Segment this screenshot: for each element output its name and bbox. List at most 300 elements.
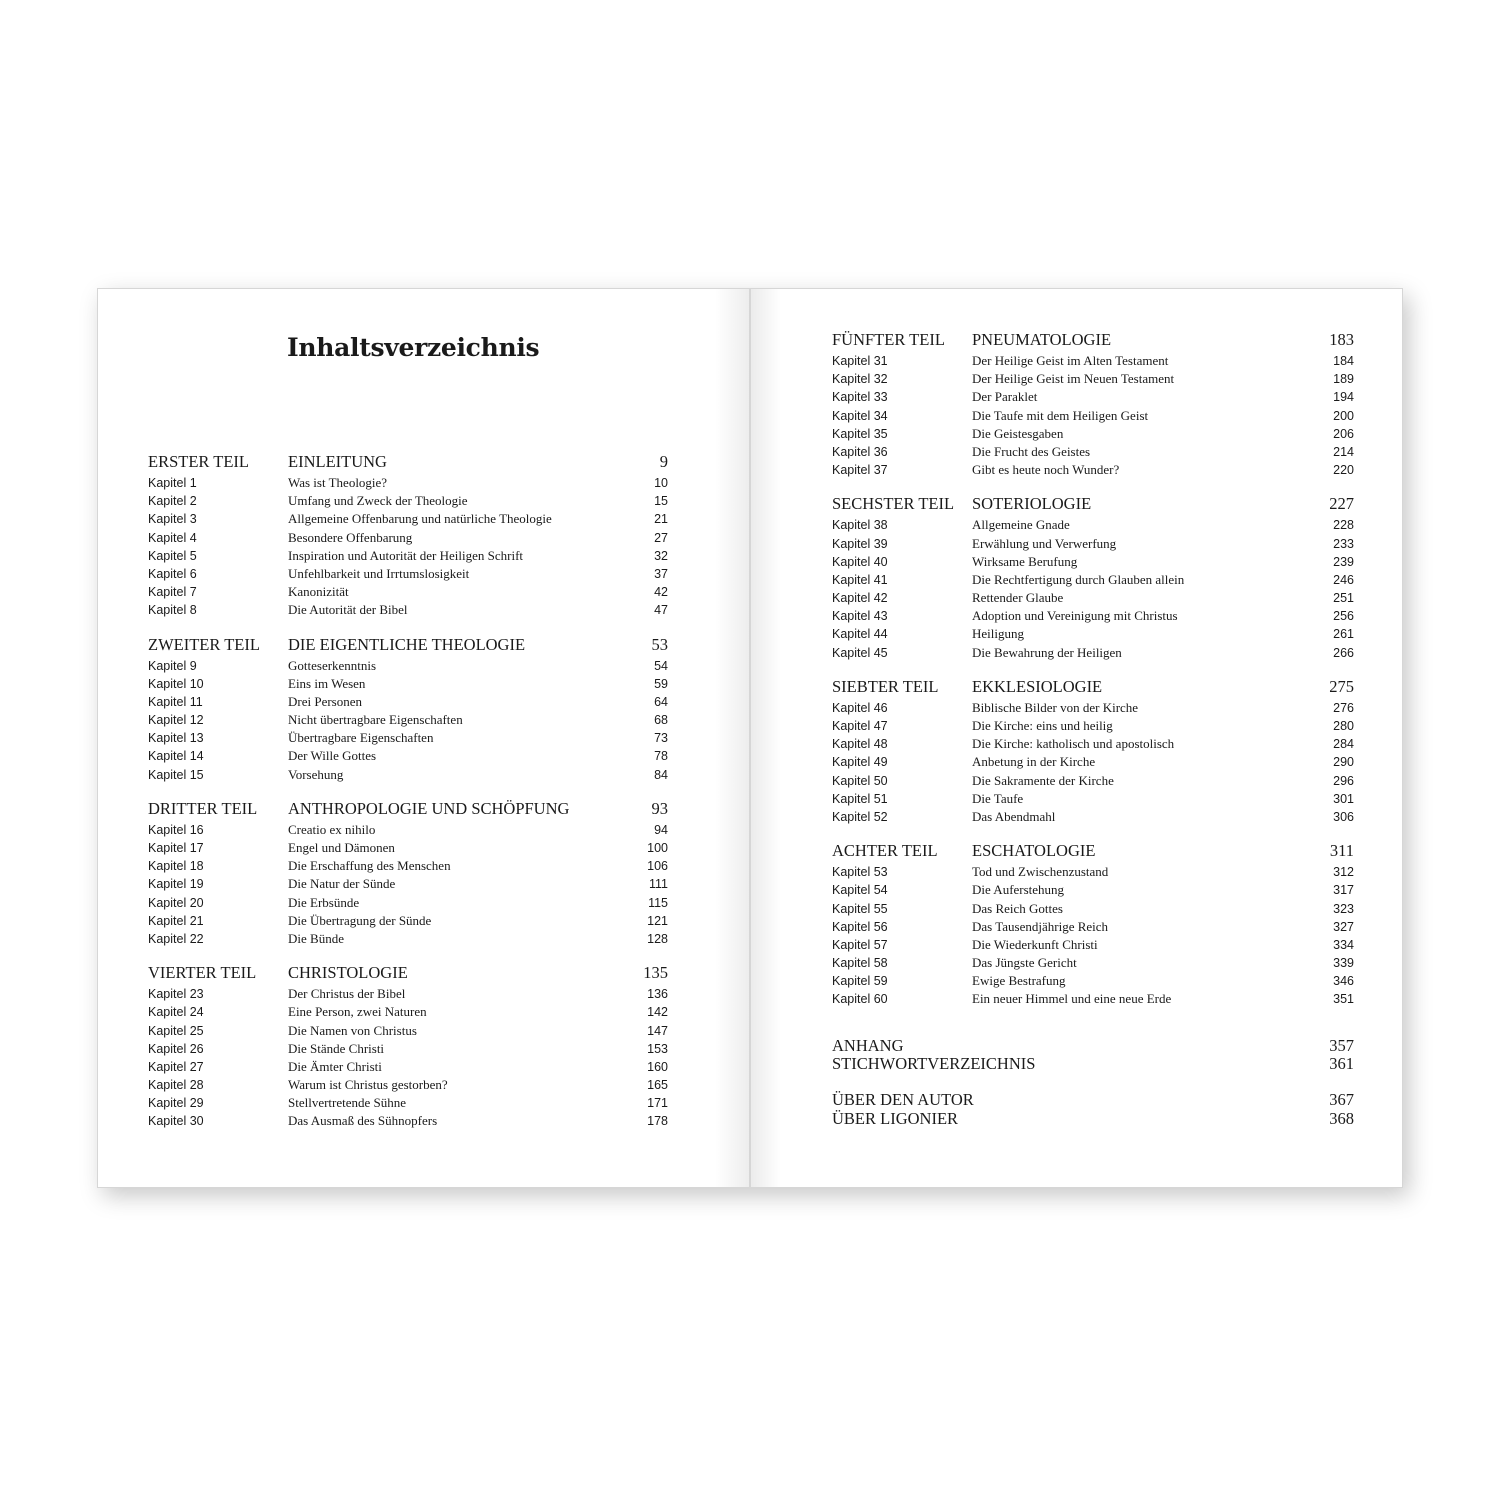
toc-part <box>832 840 1354 1009</box>
chapter-page: 284 <box>1333 737 1354 752</box>
chapter-page: 78 <box>654 749 668 764</box>
chapter-label: Kapitel 19 <box>148 877 204 892</box>
chapter-label: Kapitel 45 <box>832 645 888 660</box>
chapter-row <box>148 693 668 711</box>
chapter-page: 160 <box>647 1059 668 1074</box>
part-number: VIERTER TEIL <box>148 963 257 983</box>
chapter-label: Kapitel 41 <box>832 572 888 587</box>
chapter-title: Der Heilige Geist im Neuen Testament <box>972 371 1175 387</box>
chapter-label: Kapitel 26 <box>148 1041 204 1056</box>
chapter-label: Kapitel 60 <box>832 992 888 1007</box>
toc-part <box>148 962 668 1131</box>
chapter-page: 94 <box>654 822 668 837</box>
part-page: 135 <box>643 963 668 983</box>
toc-part <box>832 493 1354 662</box>
chapter-title: Die Kirche: katholisch und apostolisch <box>972 736 1175 752</box>
chapter-label: Kapitel 15 <box>148 767 204 782</box>
chapter-page: 147 <box>647 1023 668 1038</box>
toc-parts-right <box>832 329 1354 1009</box>
chapter-page: 306 <box>1333 809 1354 824</box>
chapter-title: Die Natur der Sünde <box>288 876 396 892</box>
part-page: 311 <box>1329 841 1354 861</box>
toc-column-right <box>832 329 1354 1128</box>
chapter-label: Kapitel 55 <box>832 901 888 916</box>
chapter-page: 115 <box>648 895 668 910</box>
chapter-label: Kapitel 44 <box>832 627 888 642</box>
chapter-row <box>832 772 1354 790</box>
chapter-title: Unfehlbarkeit und Irrtumslosigkeit <box>288 565 470 581</box>
chapter-label: Kapitel 14 <box>148 749 204 764</box>
chapter-label: Kapitel 6 <box>148 566 197 581</box>
chapter-row <box>148 747 668 765</box>
chapter-row <box>832 607 1354 625</box>
chapter-label: Kapitel 30 <box>148 1114 204 1129</box>
part-page: 93 <box>651 798 668 818</box>
chapter-title: Nicht übertragbare Eigenschaften <box>288 712 463 728</box>
chapter-page: 84 <box>654 767 668 782</box>
chapter-page: 10 <box>654 476 668 490</box>
chapter-label: Kapitel 25 <box>148 1023 204 1038</box>
chapter-row <box>832 936 1354 954</box>
chapter-row <box>832 918 1354 936</box>
chapter-row <box>148 1040 668 1058</box>
back-matter-row <box>832 1110 1354 1128</box>
chapter-row <box>148 930 668 948</box>
chapter-label: Kapitel 10 <box>148 676 204 691</box>
chapter-row <box>148 729 668 747</box>
part-title: ANTHROPOLOGIE UND SCHÖPFUNG <box>288 798 570 818</box>
chapter-label: Kapitel 59 <box>832 974 888 989</box>
back-matter-spacer <box>832 1073 1354 1091</box>
chapter-page: 296 <box>1333 773 1354 788</box>
chapter-label: Kapitel 3 <box>148 512 197 527</box>
part-number: SIEBTER TEIL <box>832 676 939 696</box>
chapter-row <box>832 461 1354 479</box>
part-heading <box>148 634 668 656</box>
chapter-label: Kapitel 54 <box>832 883 888 898</box>
chapter-title: Der Paraklet <box>972 389 1038 405</box>
chapter-page: 32 <box>654 548 668 563</box>
part-heading <box>832 329 1354 351</box>
back-matter-title: ÜBER LIGONIER <box>832 1108 959 1128</box>
chapter-label: Kapitel 52 <box>832 809 888 824</box>
chapter-label: Kapitel 16 <box>148 822 204 837</box>
chapter-label: Kapitel 8 <box>148 603 197 618</box>
chapter-page: 59 <box>654 676 668 691</box>
chapter-page: 246 <box>1333 572 1354 587</box>
left-page <box>97 288 750 1188</box>
chapter-page: 312 <box>1333 865 1354 880</box>
chapter-page: 327 <box>1333 919 1354 934</box>
chapter-title: Der Wille Gottes <box>288 748 377 764</box>
chapter-title: Creatio ex nihilo <box>288 821 376 837</box>
chapter-title: Gotteserkenntnis <box>288 657 377 673</box>
chapter-row <box>148 766 668 784</box>
part-heading <box>148 798 668 820</box>
part-heading <box>832 840 1354 862</box>
chapter-row <box>832 990 1354 1008</box>
chapter-row <box>832 753 1354 771</box>
chapter-page: 200 <box>1333 408 1354 423</box>
chapter-label: Kapitel 24 <box>148 1005 204 1020</box>
chapter-title: Der Heilige Geist im Alten Testament <box>972 353 1169 368</box>
chapter-title: Umfang und Zweck der Theologie <box>288 493 468 509</box>
chapter-row <box>148 839 668 857</box>
part-number: DRITTER TEIL <box>148 798 258 818</box>
chapter-row <box>148 1112 668 1130</box>
chapter-page: 351 <box>1333 992 1354 1007</box>
chapter-row <box>148 547 668 565</box>
part-heading <box>832 493 1354 515</box>
chapter-row <box>148 1003 668 1021</box>
chapter-label: Kapitel 21 <box>148 913 204 928</box>
chapter-title: Das Tausendjährige Reich <box>972 918 1109 934</box>
chapter-label: Kapitel 20 <box>148 895 204 910</box>
chapter-row <box>832 644 1354 662</box>
chapter-title: Inspiration und Autorität der Heiligen Schrift <box>288 547 524 563</box>
back-matter-page: 368 <box>1329 1108 1354 1128</box>
chapter-title: Das Jüngste Gericht <box>972 955 1077 971</box>
part-heading <box>832 676 1354 698</box>
part-title: DIE EIGENTLICHE THEOLOGIE <box>288 634 526 654</box>
chapter-page: 73 <box>654 731 668 746</box>
chapter-label: Kapitel 35 <box>832 426 888 441</box>
back-matter-page: 367 <box>1329 1090 1354 1110</box>
chapter-label: Kapitel 13 <box>148 731 204 746</box>
chapter-page: 228 <box>1333 518 1354 533</box>
chapter-row <box>148 474 668 492</box>
toc-column-left <box>148 451 668 1145</box>
chapter-row <box>148 894 668 912</box>
chapter-page: 239 <box>1333 554 1354 569</box>
chapter-title: Gibt es heute noch Wunder? <box>972 462 1120 478</box>
chapter-label: Kapitel 42 <box>832 591 888 606</box>
chapter-title: Die Namen von Christus <box>288 1022 417 1038</box>
chapter-page: 301 <box>1333 791 1354 806</box>
chapter-page: 27 <box>654 530 668 545</box>
chapter-title: Drei Personen <box>288 693 363 709</box>
chapter-title: Anbetung in der Kirche <box>972 754 1096 770</box>
chapter-title: Die Ämter Christi <box>288 1058 382 1074</box>
chapter-page: 206 <box>1333 426 1354 441</box>
chapter-label: Kapitel 47 <box>832 719 888 733</box>
chapter-title: Das Abendmahl <box>972 808 1056 824</box>
chapter-row <box>148 675 668 693</box>
part-page: 227 <box>1329 494 1354 514</box>
right-page <box>750 288 1403 1188</box>
chapter-page: 261 <box>1333 627 1354 642</box>
chapter-page: 21 <box>654 512 668 527</box>
chapter-page: 184 <box>1333 354 1354 368</box>
chapter-label: Kapitel 31 <box>832 354 888 368</box>
chapter-title: Die Taufe mit dem Heiligen Geist <box>972 407 1149 423</box>
chapter-row <box>832 717 1354 735</box>
chapter-title: Die Autorität der Bibel <box>288 602 408 618</box>
chapter-page: 220 <box>1333 463 1354 478</box>
chapter-label: Kapitel 56 <box>832 919 888 934</box>
chapter-title: Ewige Bestrafung <box>972 973 1066 989</box>
chapter-page: 64 <box>654 694 668 709</box>
toc-part <box>148 798 668 948</box>
chapter-row <box>148 510 668 528</box>
chapter-row <box>832 589 1354 607</box>
chapter-page: 276 <box>1333 700 1354 715</box>
part-title: EKKLESIOLOGIE <box>972 676 1103 696</box>
chapter-title: Die Sakramente der Kirche <box>972 772 1114 788</box>
chapter-row <box>832 699 1354 717</box>
chapter-title: Biblische Bilder von der Kirche <box>972 699 1139 715</box>
chapter-page: 111 <box>648 877 668 892</box>
chapter-page: 194 <box>1333 390 1354 405</box>
chapter-page: 334 <box>1333 937 1354 952</box>
chapter-row <box>148 875 668 893</box>
chapter-row <box>832 863 1354 881</box>
chapter-page: 136 <box>647 987 668 1002</box>
chapter-title: Engel und Dämonen <box>288 840 395 855</box>
part-title: EINLEITUNG <box>288 452 387 471</box>
chapter-title: Rettender Glaube <box>972 590 1064 606</box>
chapter-title: Warum ist Christus gestorben? <box>288 1077 448 1093</box>
chapter-title: Die Bewahrung der Heiligen <box>972 644 1122 660</box>
chapter-label: Kapitel 49 <box>832 755 888 770</box>
chapter-row <box>832 790 1354 808</box>
chapter-label: Kapitel 12 <box>148 713 204 728</box>
chapter-row <box>832 553 1354 571</box>
part-title: ESCHATOLOGIE <box>972 841 1096 861</box>
chapter-page: 106 <box>647 859 668 874</box>
chapter-page: 290 <box>1333 755 1354 770</box>
chapter-row <box>832 972 1354 990</box>
chapter-label: Kapitel 58 <box>832 956 888 971</box>
part-page: 275 <box>1329 676 1354 696</box>
chapter-row <box>832 425 1354 443</box>
chapter-row <box>832 735 1354 753</box>
chapter-row <box>832 571 1354 589</box>
chapter-page: 121 <box>647 913 668 928</box>
part-page: 183 <box>1329 330 1354 349</box>
chapter-page: 100 <box>647 841 668 855</box>
chapter-label: Kapitel 46 <box>832 700 888 715</box>
chapter-title: Die Wiederkunft Christi <box>972 936 1098 952</box>
chapter-title: Adoption und Vereinigung mit Christus <box>972 608 1178 624</box>
chapter-page: 37 <box>654 566 668 581</box>
chapter-label: Kapitel 34 <box>832 408 888 423</box>
chapter-label: Kapitel 36 <box>832 444 888 459</box>
chapter-page: 15 <box>654 494 668 509</box>
chapter-label: Kapitel 5 <box>148 548 197 563</box>
chapter-label: Kapitel 32 <box>832 372 888 387</box>
chapter-label: Kapitel 11 <box>148 694 203 709</box>
chapter-row <box>832 443 1354 461</box>
gutter-shadow-right <box>751 289 781 1187</box>
chapter-title: Erwählung und Verwerfung <box>972 535 1117 551</box>
back-matter-page: 357 <box>1329 1035 1354 1055</box>
part-title: CHRISTOLOGIE <box>288 963 408 983</box>
chapter-label: Kapitel 33 <box>832 390 888 405</box>
chapter-label: Kapitel 57 <box>832 937 888 952</box>
chapter-page: 214 <box>1333 444 1354 459</box>
chapter-label: Kapitel 18 <box>148 859 204 874</box>
chapter-title: Besondere Offenbarung <box>288 529 413 545</box>
chapter-label: Kapitel 23 <box>148 987 204 1002</box>
chapter-title: Die Übertragung der Sünde <box>288 912 432 928</box>
chapter-title: Die Erbsünde <box>288 894 360 910</box>
book-spread <box>97 288 1403 1188</box>
chapter-row <box>148 821 668 839</box>
chapter-page: 256 <box>1333 609 1354 624</box>
chapter-row <box>832 808 1354 826</box>
chapter-row <box>832 881 1354 899</box>
chapter-row <box>832 407 1354 425</box>
chapter-row <box>832 900 1354 918</box>
chapter-title: Vorsehung <box>288 766 344 782</box>
back-matter-row <box>832 1037 1354 1055</box>
back-matter-title: ÜBER DEN AUTOR <box>832 1090 974 1110</box>
chapter-label: Kapitel 28 <box>148 1078 204 1093</box>
chapter-row <box>148 583 668 601</box>
chapter-page: 68 <box>654 713 668 728</box>
chapter-row <box>832 954 1354 972</box>
chapter-row <box>148 492 668 510</box>
part-page: 9 <box>659 452 668 471</box>
chapter-label: Kapitel 29 <box>148 1096 204 1111</box>
chapter-title: Übertragbare Eigenschaften <box>288 730 434 746</box>
chapter-title: Das Ausmaß des Sühnopfers <box>288 1113 438 1129</box>
chapter-label: Kapitel 48 <box>832 737 888 752</box>
chapter-page: 323 <box>1333 901 1354 916</box>
chapter-row <box>832 352 1354 370</box>
back-matter-title: STICHWORTVERZEICHNIS <box>832 1053 1036 1073</box>
chapter-title: Stellvertretende Sühne <box>288 1095 407 1111</box>
chapter-page: 266 <box>1333 645 1354 660</box>
chapter-label: Kapitel 27 <box>148 1059 204 1074</box>
back-matter-row <box>832 1055 1354 1073</box>
part-page: 53 <box>651 634 668 654</box>
chapter-row <box>148 1058 668 1076</box>
chapter-title: Die Rechtfertigung durch Glauben allein <box>972 571 1185 587</box>
chapter-row <box>832 535 1354 553</box>
chapter-page: 251 <box>1333 591 1354 606</box>
chapter-title: Tod und Zwischenzustand <box>972 864 1109 880</box>
chapter-label: Kapitel 37 <box>832 463 888 478</box>
chapter-title: Die Taufe <box>972 790 1024 806</box>
chapter-page: 317 <box>1333 883 1354 898</box>
chapter-page: 128 <box>647 931 668 946</box>
chapter-page: 153 <box>647 1041 668 1056</box>
chapter-row <box>832 625 1354 643</box>
chapter-page: 339 <box>1333 956 1354 971</box>
chapter-title: Die Kirche: eins und heilig <box>972 718 1113 733</box>
chapter-label: Kapitel 50 <box>832 773 888 788</box>
chapter-title: Die Bünde <box>288 930 344 946</box>
back-matter <box>832 1037 1354 1128</box>
toc-part <box>148 634 668 784</box>
chapter-title: Die Auferstehung <box>972 882 1065 898</box>
chapter-page: 171 <box>647 1096 668 1111</box>
gutter-shadow-left <box>715 289 749 1187</box>
toc-part <box>832 329 1354 479</box>
part-number: ZWEITER TEIL <box>148 634 260 654</box>
page-title: Inhaltsverzeichnis <box>287 333 540 362</box>
chapter-label: Kapitel 38 <box>832 518 888 533</box>
part-heading <box>148 962 668 984</box>
part-number: ACHTER TEIL <box>832 841 938 861</box>
part-title: SOTERIOLOGIE <box>972 494 1092 514</box>
chapter-label: Kapitel 4 <box>148 530 197 545</box>
chapter-row <box>148 601 668 619</box>
back-matter-page: 361 <box>1329 1053 1354 1073</box>
chapter-label: Kapitel 17 <box>148 841 204 855</box>
chapter-row <box>148 985 668 1003</box>
chapter-title: Kanonizität <box>288 584 349 600</box>
part-number: FÜNFTER TEIL <box>832 330 945 349</box>
chapter-title: Der Christus der Bibel <box>288 986 406 1002</box>
chapter-label: Kapitel 2 <box>148 494 197 509</box>
chapter-row <box>148 857 668 875</box>
chapter-row <box>148 1022 668 1040</box>
chapter-title: Die Erschaffung des Menschen <box>288 858 451 874</box>
chapter-row <box>832 516 1354 534</box>
chapter-row <box>148 711 668 729</box>
chapter-label: Kapitel 51 <box>832 791 888 806</box>
chapter-row <box>148 1094 668 1112</box>
chapter-row <box>832 388 1354 406</box>
chapter-label: Kapitel 53 <box>832 865 888 880</box>
chapter-label: Kapitel 7 <box>148 585 197 600</box>
chapter-label: Kapitel 43 <box>832 609 888 624</box>
chapter-title: Eins im Wesen <box>288 675 366 691</box>
part-number: ERSTER TEIL <box>148 452 249 471</box>
chapter-title: Die Geistesgaben <box>972 425 1064 441</box>
chapter-row <box>148 1076 668 1094</box>
chapter-label: Kapitel 22 <box>148 931 204 946</box>
chapter-page: 42 <box>654 585 668 600</box>
chapter-page: 142 <box>647 1005 668 1020</box>
chapter-page: 280 <box>1333 719 1354 733</box>
chapter-page: 178 <box>647 1114 668 1129</box>
part-heading <box>148 451 668 473</box>
chapter-title: Was ist Theologie? <box>288 475 388 490</box>
chapter-label: Kapitel 39 <box>832 536 888 551</box>
chapter-title: Heiligung <box>972 626 1024 642</box>
chapter-title: Die Frucht des Geistes <box>972 443 1091 459</box>
chapter-page: 189 <box>1333 372 1354 387</box>
chapter-page: 233 <box>1333 536 1354 551</box>
toc-part <box>148 451 668 620</box>
chapter-page: 54 <box>654 658 668 673</box>
chapter-label: Kapitel 40 <box>832 554 888 569</box>
chapter-title: Die Stände Christi <box>288 1040 385 1056</box>
chapter-title: Wirksame Berufung <box>972 553 1078 569</box>
chapter-row <box>148 529 668 547</box>
chapter-page: 47 <box>654 603 668 618</box>
part-number: SECHSTER TEIL <box>832 494 955 514</box>
chapter-page: 346 <box>1333 974 1354 989</box>
chapter-row <box>148 912 668 930</box>
part-title: PNEUMATOLOGIE <box>972 330 1112 349</box>
chapter-label: Kapitel 9 <box>148 658 197 673</box>
chapter-title: Allgemeine Gnade <box>972 517 1070 533</box>
toc-part <box>832 676 1354 826</box>
chapter-page: 165 <box>647 1078 668 1093</box>
chapter-title: Eine Person, zwei Naturen <box>288 1004 427 1020</box>
chapter-row <box>148 657 668 675</box>
chapter-label: Kapitel 1 <box>148 476 197 490</box>
chapter-title: Allgemeine Offenbarung und natürliche Theologie <box>288 511 552 527</box>
back-matter-title: ANHANG <box>832 1035 904 1055</box>
chapter-row <box>148 565 668 583</box>
back-matter-row <box>832 1091 1354 1109</box>
